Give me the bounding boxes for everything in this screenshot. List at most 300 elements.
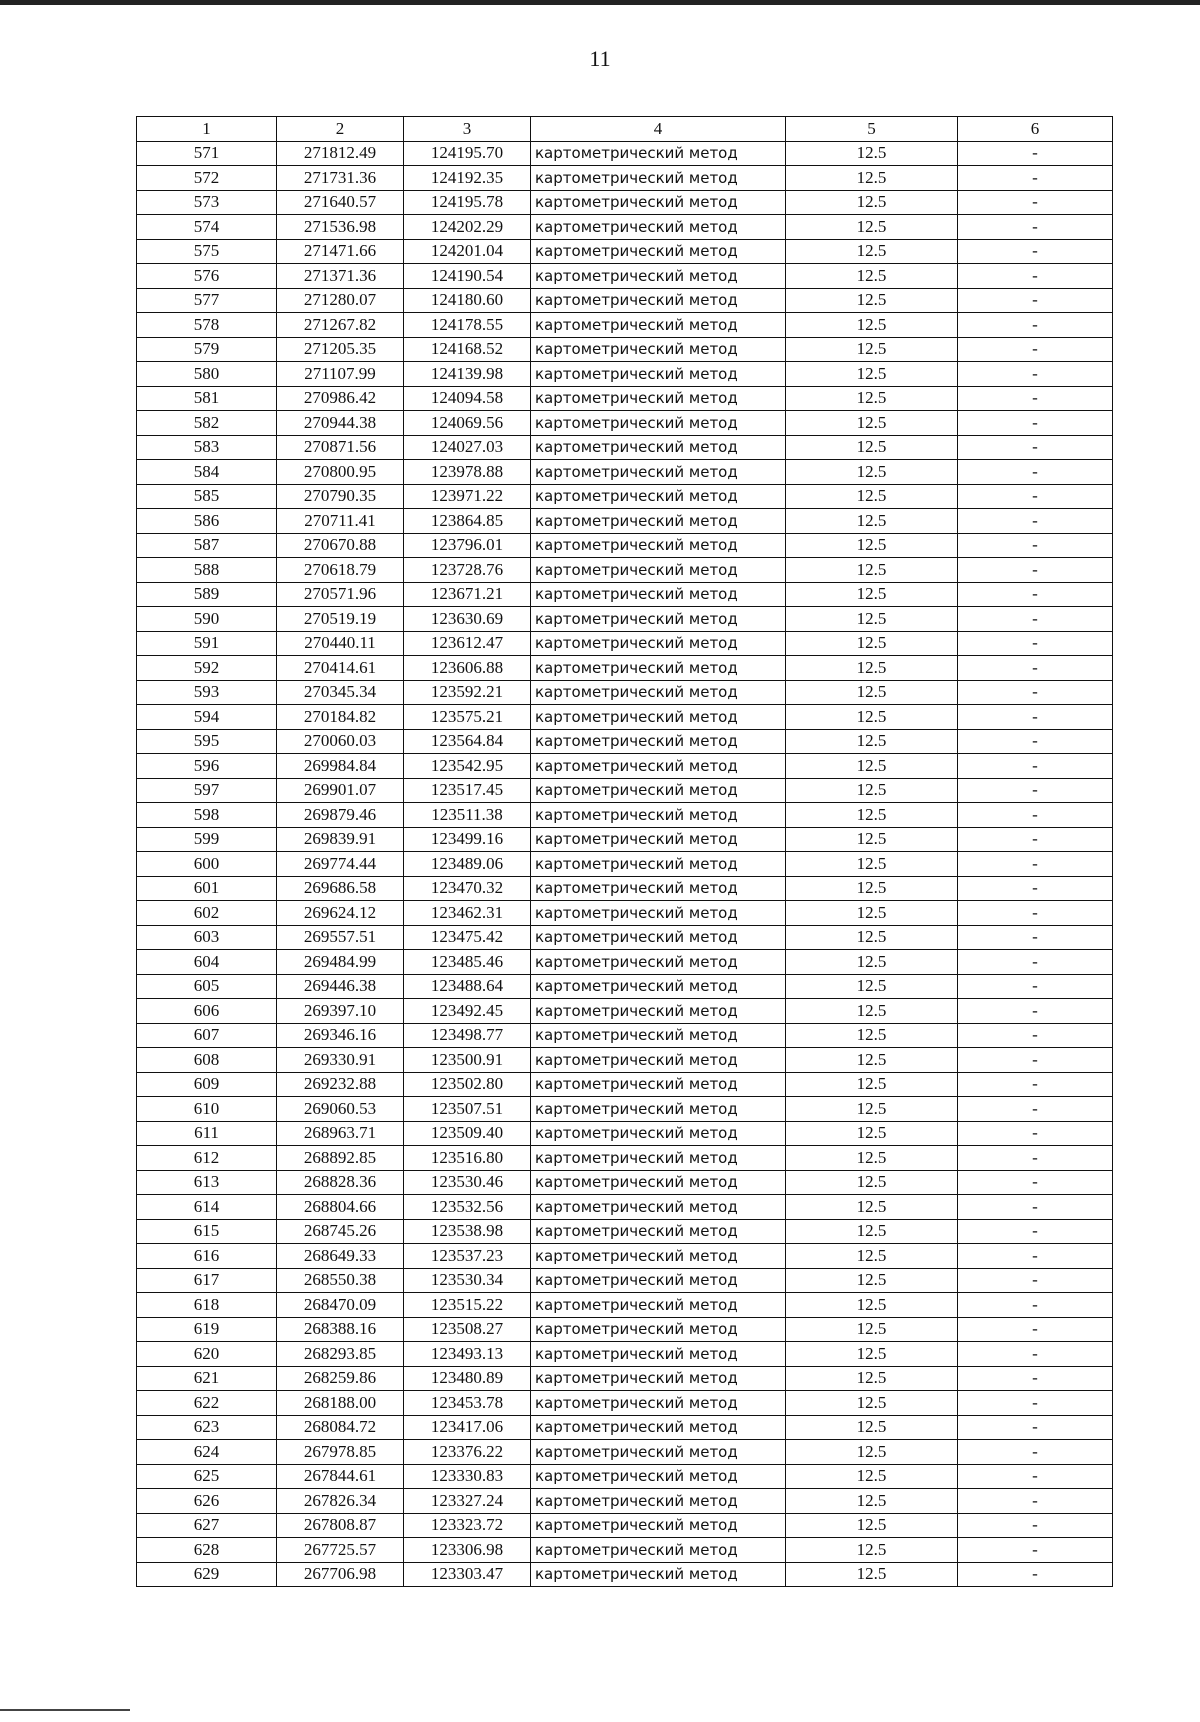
note-cell: - [958,264,1113,289]
note-cell: - [958,1342,1113,1367]
y-coordinate-cell: 123630.69 [404,607,531,632]
accuracy-cell: 12.5 [786,1121,958,1146]
x-coordinate-cell: 269686.58 [277,876,404,901]
point-number-cell: 612 [137,1146,277,1171]
y-coordinate-cell: 124139.98 [404,362,531,387]
y-coordinate-cell: 123303.47 [404,1562,531,1587]
x-coordinate-cell: 269397.10 [277,999,404,1024]
y-coordinate-cell: 123488.64 [404,974,531,999]
note-cell: - [958,1097,1113,1122]
method-cell: картометрический метод [531,1415,786,1440]
x-coordinate-cell: 269446.38 [277,974,404,999]
note-cell: - [958,876,1113,901]
accuracy-cell: 12.5 [786,1072,958,1097]
note-cell: - [958,582,1113,607]
method-cell: картометрический метод [531,1072,786,1097]
table-row [137,1513,1113,1538]
method-cell: картометрический метод [531,1195,786,1220]
note-cell: - [958,1464,1113,1489]
point-number-cell: 575 [137,239,277,264]
point-number-cell: 626 [137,1489,277,1514]
method-cell: картометрический метод [531,1293,786,1318]
note-cell: - [958,362,1113,387]
method-cell: картометрический метод [531,803,786,828]
table-row [137,533,1113,558]
method-cell: картометрический метод [531,754,786,779]
accuracy-cell: 12.5 [786,680,958,705]
method-cell: картометрический метод [531,362,786,387]
table-row [137,1170,1113,1195]
accuracy-cell: 12.5 [786,754,958,779]
x-coordinate-cell: 271371.36 [277,264,404,289]
y-coordinate-cell: 123417.06 [404,1415,531,1440]
method-cell: картометрический метод [531,827,786,852]
accuracy-cell: 12.5 [786,1342,958,1367]
point-number-cell: 621 [137,1366,277,1391]
point-number-cell: 611 [137,1121,277,1146]
method-cell: картометрический метод [531,1170,786,1195]
note-cell: - [958,1170,1113,1195]
y-coordinate-cell: 123500.91 [404,1048,531,1073]
x-coordinate-cell: 267826.34 [277,1489,404,1514]
accuracy-cell: 12.5 [786,362,958,387]
method-cell: картометрический метод [531,484,786,509]
point-number-cell: 583 [137,435,277,460]
method-cell: картометрический метод [531,386,786,411]
note-cell: - [958,386,1113,411]
table-row [137,607,1113,632]
table-row [137,1342,1113,1367]
note-cell: - [958,901,1113,926]
note-cell: - [958,974,1113,999]
accuracy-cell: 12.5 [786,1195,958,1220]
accuracy-cell: 12.5 [786,1244,958,1269]
table-row [137,1195,1113,1220]
point-number-cell: 615 [137,1219,277,1244]
point-number-cell: 606 [137,999,277,1024]
note-cell: - [958,509,1113,534]
y-coordinate-cell: 124192.35 [404,166,531,191]
point-number-cell: 622 [137,1391,277,1416]
table-row [137,803,1113,828]
table-row [137,1415,1113,1440]
method-cell: картометрический метод [531,705,786,730]
accuracy-cell: 12.5 [786,1219,958,1244]
note-cell: - [958,1023,1113,1048]
y-coordinate-cell: 123538.98 [404,1219,531,1244]
x-coordinate-cell: 269624.12 [277,901,404,926]
table-row [137,1317,1113,1342]
header-col-1: 1 [137,117,277,142]
y-coordinate-cell: 124027.03 [404,435,531,460]
accuracy-cell: 12.5 [786,239,958,264]
coordinates-table [136,116,1113,1587]
method-cell: картометрический метод [531,852,786,877]
y-coordinate-cell: 123564.84 [404,729,531,754]
method-cell: картометрический метод [531,509,786,534]
point-number-cell: 603 [137,925,277,950]
accuracy-cell: 12.5 [786,1170,958,1195]
table-row [137,631,1113,656]
note-cell: - [958,313,1113,338]
note-cell: - [958,631,1113,656]
method-cell: картометрический метод [531,1464,786,1489]
x-coordinate-cell: 267706.98 [277,1562,404,1587]
y-coordinate-cell: 123864.85 [404,509,531,534]
point-number-cell: 593 [137,680,277,705]
note-cell: - [958,680,1113,705]
point-number-cell: 629 [137,1562,277,1587]
y-coordinate-cell: 123498.77 [404,1023,531,1048]
method-cell: картометрический метод [531,656,786,681]
y-coordinate-cell: 123516.80 [404,1146,531,1171]
x-coordinate-cell: 270800.95 [277,460,404,485]
x-coordinate-cell: 270618.79 [277,558,404,583]
accuracy-cell: 12.5 [786,1415,958,1440]
accuracy-cell: 12.5 [786,141,958,166]
table-row [137,1072,1113,1097]
y-coordinate-cell: 123327.24 [404,1489,531,1514]
note-cell: - [958,484,1113,509]
point-number-cell: 590 [137,607,277,632]
y-coordinate-cell: 123502.80 [404,1072,531,1097]
note-cell: - [958,803,1113,828]
table-row [137,925,1113,950]
point-number-cell: 594 [137,705,277,730]
note-cell: - [958,1366,1113,1391]
table-row [137,1121,1113,1146]
header-col-2: 2 [277,117,404,142]
table-row [137,1440,1113,1465]
method-cell: картометрический метод [531,582,786,607]
header-row [137,117,1113,142]
y-coordinate-cell: 123306.98 [404,1538,531,1563]
y-coordinate-cell: 123330.83 [404,1464,531,1489]
table-row [137,239,1113,264]
note-cell: - [958,1121,1113,1146]
table-row [137,509,1113,534]
x-coordinate-cell: 267808.87 [277,1513,404,1538]
y-coordinate-cell: 123376.22 [404,1440,531,1465]
method-cell: картометрический метод [531,1562,786,1587]
table-row [137,876,1113,901]
x-coordinate-cell: 270345.34 [277,680,404,705]
method-cell: картометрический метод [531,1097,786,1122]
y-coordinate-cell: 124195.78 [404,190,531,215]
accuracy-cell: 12.5 [786,313,958,338]
note-cell: - [958,435,1113,460]
y-coordinate-cell: 123728.76 [404,558,531,583]
point-number-cell: 574 [137,215,277,240]
point-number-cell: 619 [137,1317,277,1342]
x-coordinate-cell: 269232.88 [277,1072,404,1097]
accuracy-cell: 12.5 [786,509,958,534]
method-cell: картометрический метод [531,876,786,901]
note-cell: - [958,190,1113,215]
y-coordinate-cell: 124180.60 [404,288,531,313]
x-coordinate-cell: 271267.82 [277,313,404,338]
note-cell: - [958,166,1113,191]
point-number-cell: 596 [137,754,277,779]
table-row [137,1391,1113,1416]
x-coordinate-cell: 269346.16 [277,1023,404,1048]
point-number-cell: 610 [137,1097,277,1122]
method-cell: картометрический метод [531,533,786,558]
y-coordinate-cell: 123978.88 [404,460,531,485]
point-number-cell: 624 [137,1440,277,1465]
point-number-cell: 598 [137,803,277,828]
table-row [137,1489,1113,1514]
note-cell: - [958,1538,1113,1563]
table-row [137,190,1113,215]
accuracy-cell: 12.5 [786,827,958,852]
method-cell: картометрический метод [531,778,786,803]
point-number-cell: 620 [137,1342,277,1367]
x-coordinate-cell: 271640.57 [277,190,404,215]
y-coordinate-cell: 123509.40 [404,1121,531,1146]
table-row [137,656,1113,681]
method-cell: картометрический метод [531,1048,786,1073]
x-coordinate-cell: 269839.91 [277,827,404,852]
y-coordinate-cell: 123470.32 [404,876,531,901]
method-cell: картометрический метод [531,190,786,215]
y-coordinate-cell: 123453.78 [404,1391,531,1416]
note-cell: - [958,1146,1113,1171]
note-cell: - [958,729,1113,754]
note-cell: - [958,1268,1113,1293]
x-coordinate-cell: 270060.03 [277,729,404,754]
method-cell: картометрический метод [531,558,786,583]
table-row [137,1268,1113,1293]
accuracy-cell: 12.5 [786,1391,958,1416]
table-row [137,264,1113,289]
top-border-line [0,0,1200,5]
point-number-cell: 588 [137,558,277,583]
table-row [137,974,1113,999]
table-row [137,411,1113,436]
accuracy-cell: 12.5 [786,607,958,632]
accuracy-cell: 12.5 [786,1146,958,1171]
x-coordinate-cell: 268259.86 [277,1366,404,1391]
y-coordinate-cell: 124190.54 [404,264,531,289]
y-coordinate-cell: 123530.46 [404,1170,531,1195]
note-cell: - [958,411,1113,436]
point-number-cell: 572 [137,166,277,191]
table-row [137,166,1113,191]
note-cell: - [958,1293,1113,1318]
table-row [137,729,1113,754]
point-number-cell: 584 [137,460,277,485]
y-coordinate-cell: 123485.46 [404,950,531,975]
x-coordinate-cell: 267978.85 [277,1440,404,1465]
note-cell: - [958,1391,1113,1416]
accuracy-cell: 12.5 [786,852,958,877]
note-cell: - [958,288,1113,313]
y-coordinate-cell: 124201.04 [404,239,531,264]
method-cell: картометрический метод [531,680,786,705]
accuracy-cell: 12.5 [786,974,958,999]
y-coordinate-cell: 124202.29 [404,215,531,240]
y-coordinate-cell: 124069.56 [404,411,531,436]
y-coordinate-cell: 123612.47 [404,631,531,656]
accuracy-cell: 12.5 [786,1366,958,1391]
point-number-cell: 601 [137,876,277,901]
point-number-cell: 627 [137,1513,277,1538]
method-cell: картометрический метод [531,460,786,485]
accuracy-cell: 12.5 [786,1317,958,1342]
x-coordinate-cell: 270414.61 [277,656,404,681]
note-cell: - [958,1513,1113,1538]
table-row [137,1562,1113,1587]
x-coordinate-cell: 270571.96 [277,582,404,607]
y-coordinate-cell: 124195.70 [404,141,531,166]
y-coordinate-cell: 123489.06 [404,852,531,877]
x-coordinate-cell: 270440.11 [277,631,404,656]
note-cell: - [958,1440,1113,1465]
accuracy-cell: 12.5 [786,1097,958,1122]
x-coordinate-cell: 270790.35 [277,484,404,509]
method-cell: картометрический метод [531,1366,786,1391]
x-coordinate-cell: 271731.36 [277,166,404,191]
accuracy-cell: 12.5 [786,460,958,485]
method-cell: картометрический метод [531,950,786,975]
method-cell: картометрический метод [531,974,786,999]
point-number-cell: 618 [137,1293,277,1318]
accuracy-cell: 12.5 [786,1464,958,1489]
point-number-cell: 592 [137,656,277,681]
method-cell: картометрический метод [531,1244,786,1269]
x-coordinate-cell: 271205.35 [277,337,404,362]
accuracy-cell: 12.5 [786,533,958,558]
accuracy-cell: 12.5 [786,1268,958,1293]
x-coordinate-cell: 271536.98 [277,215,404,240]
point-number-cell: 591 [137,631,277,656]
accuracy-cell: 12.5 [786,1562,958,1587]
point-number-cell: 625 [137,1464,277,1489]
point-number-cell: 571 [137,141,277,166]
x-coordinate-cell: 268084.72 [277,1415,404,1440]
y-coordinate-cell: 123530.34 [404,1268,531,1293]
y-coordinate-cell: 123517.45 [404,778,531,803]
accuracy-cell: 12.5 [786,656,958,681]
table-row [137,754,1113,779]
method-cell: картометрический метод [531,631,786,656]
point-number-cell: 608 [137,1048,277,1073]
table-row [137,460,1113,485]
x-coordinate-cell: 269984.84 [277,754,404,779]
table-row [137,1023,1113,1048]
accuracy-cell: 12.5 [786,631,958,656]
x-coordinate-cell: 270184.82 [277,705,404,730]
method-cell: картометрический метод [531,1489,786,1514]
footer-line [0,1709,130,1711]
x-coordinate-cell: 270871.56 [277,435,404,460]
x-coordinate-cell: 269060.53 [277,1097,404,1122]
note-cell: - [958,141,1113,166]
x-coordinate-cell: 268470.09 [277,1293,404,1318]
y-coordinate-cell: 123323.72 [404,1513,531,1538]
y-coordinate-cell: 123575.21 [404,705,531,730]
method-cell: картометрический метод [531,239,786,264]
table-row [137,141,1113,166]
method-cell: картометрический метод [531,1023,786,1048]
x-coordinate-cell: 269557.51 [277,925,404,950]
accuracy-cell: 12.5 [786,386,958,411]
accuracy-cell: 12.5 [786,1048,958,1073]
note-cell: - [958,754,1113,779]
x-coordinate-cell: 268388.16 [277,1317,404,1342]
page-number: 11 [589,46,611,71]
table-row [137,705,1113,730]
point-number-cell: 581 [137,386,277,411]
method-cell: картометрический метод [531,166,786,191]
x-coordinate-cell: 271280.07 [277,288,404,313]
y-coordinate-cell: 123537.23 [404,1244,531,1269]
y-coordinate-cell: 123493.13 [404,1342,531,1367]
method-cell: картометрический метод [531,337,786,362]
table-row [137,827,1113,852]
note-cell: - [958,533,1113,558]
table-row [137,1464,1113,1489]
table-row [137,1219,1113,1244]
x-coordinate-cell: 268745.26 [277,1219,404,1244]
x-coordinate-cell: 269879.46 [277,803,404,828]
x-coordinate-cell: 268892.85 [277,1146,404,1171]
point-number-cell: 577 [137,288,277,313]
y-coordinate-cell: 124094.58 [404,386,531,411]
header-col-6: 6 [958,117,1113,142]
y-coordinate-cell: 123507.51 [404,1097,531,1122]
table-row [137,1366,1113,1391]
note-cell: - [958,239,1113,264]
table-row [137,582,1113,607]
accuracy-cell: 12.5 [786,1293,958,1318]
point-number-cell: 585 [137,484,277,509]
point-number-cell: 599 [137,827,277,852]
x-coordinate-cell: 270711.41 [277,509,404,534]
note-cell: - [958,215,1113,240]
accuracy-cell: 12.5 [786,435,958,460]
x-coordinate-cell: 269774.44 [277,852,404,877]
table-row [137,1293,1113,1318]
accuracy-cell: 12.5 [786,1513,958,1538]
table-row [137,288,1113,313]
y-coordinate-cell: 123592.21 [404,680,531,705]
y-coordinate-cell: 123971.22 [404,484,531,509]
point-number-cell: 578 [137,313,277,338]
point-number-cell: 580 [137,362,277,387]
method-cell: картометрический метод [531,313,786,338]
method-cell: картометрический метод [531,1219,786,1244]
x-coordinate-cell: 270670.88 [277,533,404,558]
table-row [137,852,1113,877]
x-coordinate-cell: 268649.33 [277,1244,404,1269]
method-cell: картометрический метод [531,1146,786,1171]
x-coordinate-cell: 271471.66 [277,239,404,264]
accuracy-cell: 12.5 [786,729,958,754]
table-row [137,362,1113,387]
accuracy-cell: 12.5 [786,876,958,901]
table-row [137,386,1113,411]
accuracy-cell: 12.5 [786,925,958,950]
method-cell: картометрический метод [531,141,786,166]
point-number-cell: 617 [137,1268,277,1293]
accuracy-cell: 12.5 [786,950,958,975]
table-row [137,337,1113,362]
x-coordinate-cell: 268828.36 [277,1170,404,1195]
x-coordinate-cell: 271107.99 [277,362,404,387]
table-row [137,778,1113,803]
